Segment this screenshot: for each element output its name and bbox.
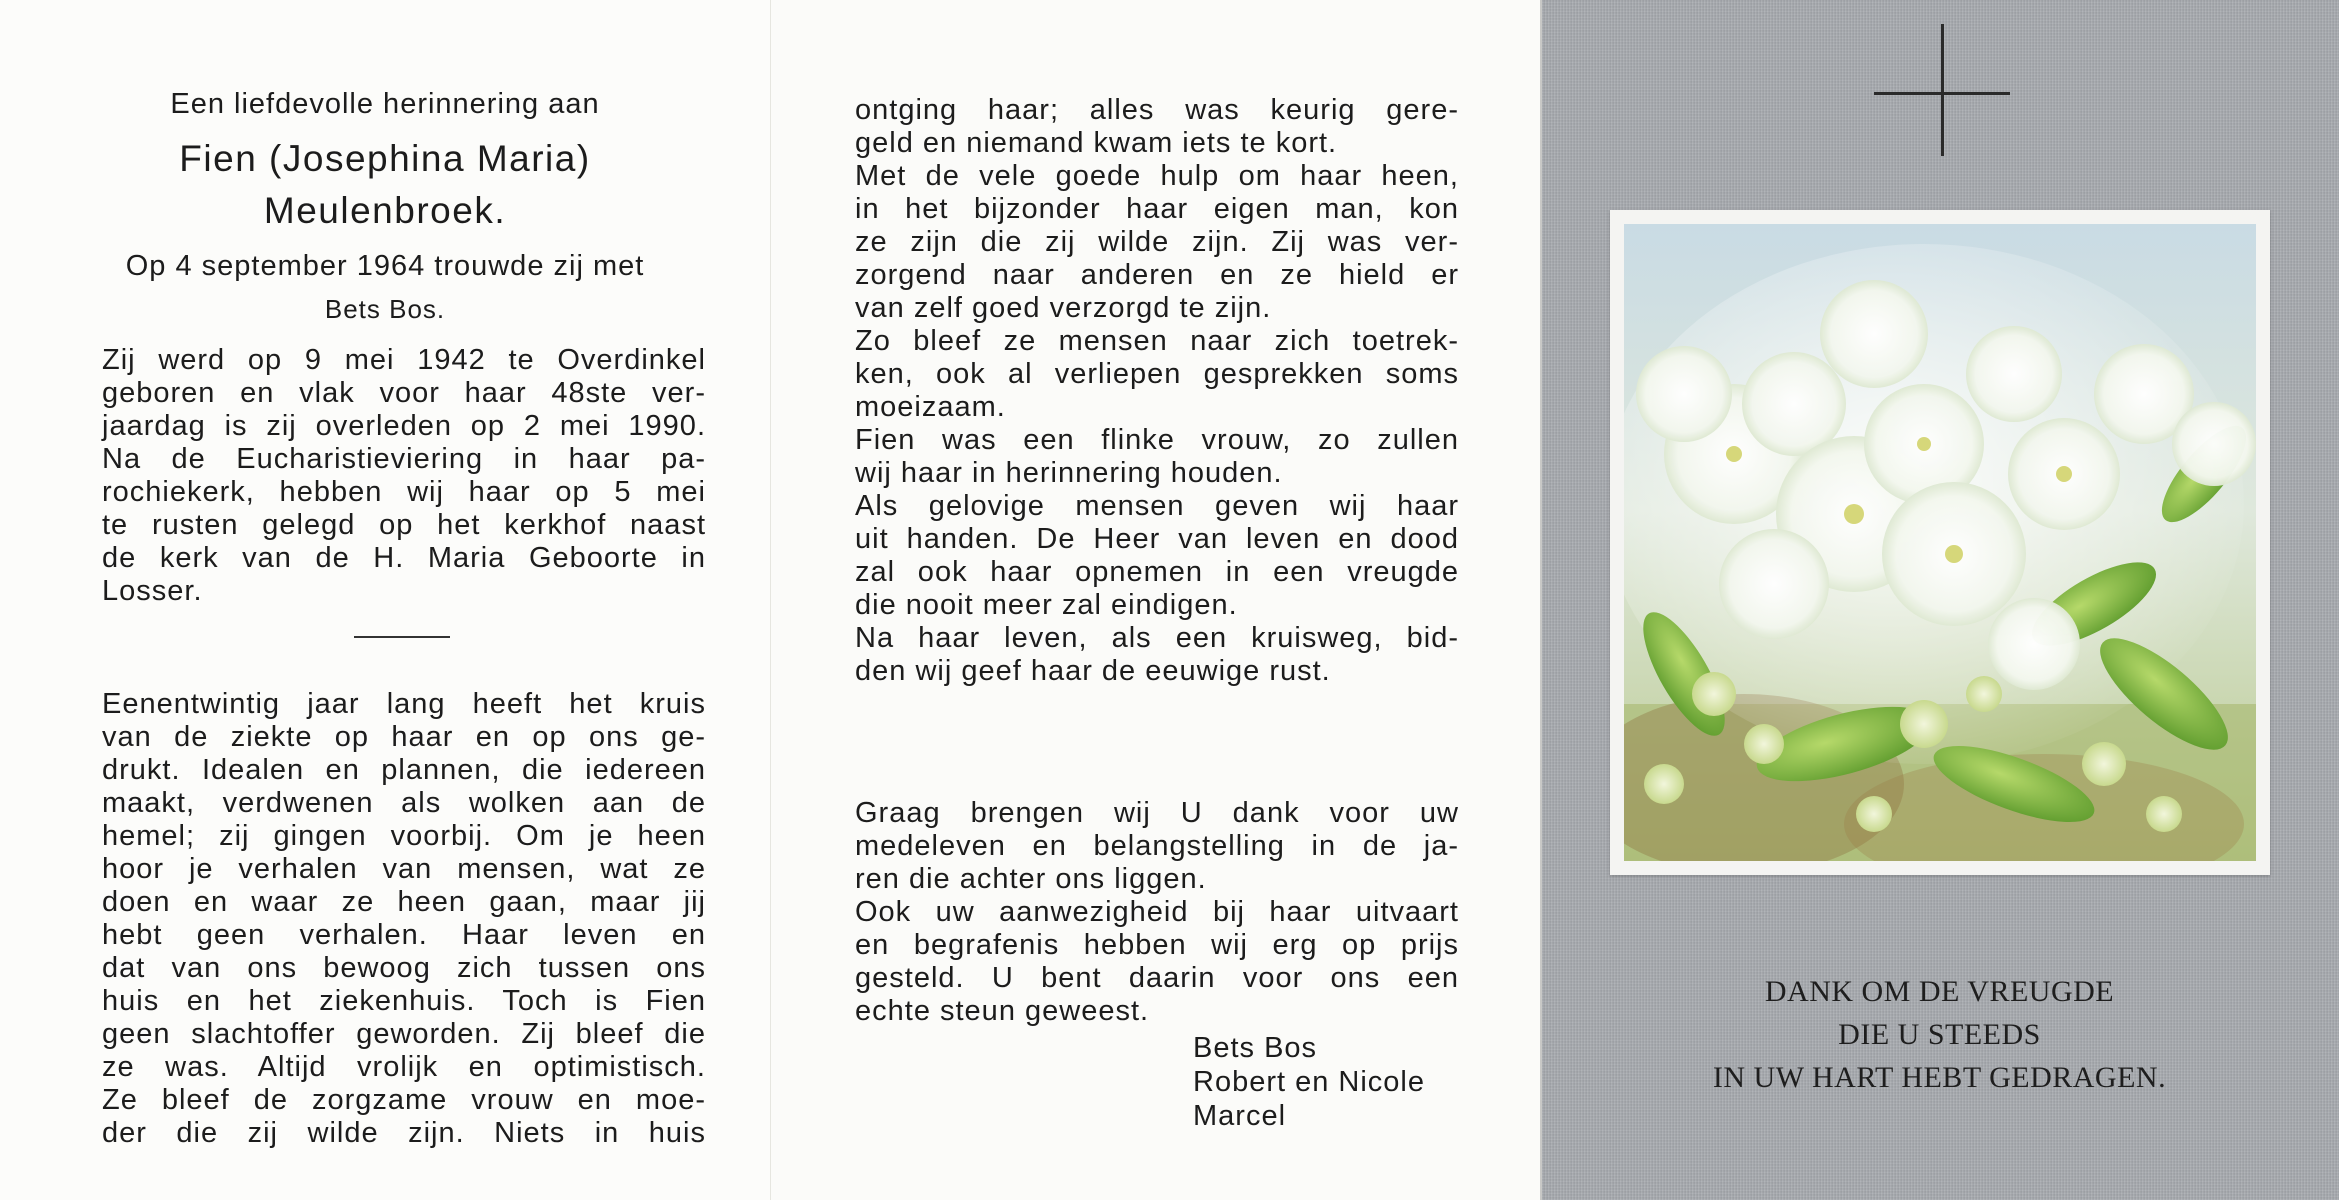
text-line: moeizaam. — [855, 391, 1006, 423]
text-line: geld en niemand kwam iets te kort. — [855, 127, 1338, 159]
text-line: ze zijn die zij wilde zijn. Zij was ver- — [855, 226, 1459, 258]
text-line: wij haar in herinnering houden. — [855, 457, 1283, 489]
thanks-paragraph — [855, 797, 1459, 1028]
text-line: die nooit meer zal eindigen. — [855, 589, 1238, 621]
deceased-name: Fien (Josephina Maria) — [179, 138, 591, 179]
text-line: gesteld. U bent daarin voor ons een — [855, 962, 1459, 994]
continuation-paragraph — [855, 94, 1459, 688]
text-line: den wij geef haar de eeuwige rust. — [855, 655, 1331, 687]
text-line: Ze bleef de zorgzame vrouw en moe- — [102, 1084, 706, 1116]
text-line: geen slachtoffer geworden. Zij bleef die — [102, 1018, 706, 1050]
text-line: de kerk van de H. Maria Geboorte in — [102, 542, 706, 574]
text-line: maakt, verdwenen als wolken aan de — [102, 787, 706, 819]
text-line: huis en het ziekenhuis. Toch is Fien — [102, 985, 706, 1017]
text-line: van zelf goed verzorgd te zijn. — [855, 292, 1272, 324]
text-line: zorgend naar anderen en ze hield er — [855, 259, 1459, 291]
text-line: Eenentwintig jaar lang heeft het kruis — [102, 688, 706, 720]
text-line: geboren en vlak voor haar 48ste ver- — [102, 377, 706, 409]
signature-robert-nicole: Robert en Nicole — [1193, 1066, 1425, 1098]
text-line: ken, ook al verliepen gesprekken soms — [855, 358, 1459, 390]
photo-frame — [1610, 210, 2270, 875]
text-line: Zij werd op 9 mei 1942 te Overdinkel — [102, 344, 706, 376]
marriage-line: Op 4 september 1964 trouwde zij met — [125, 250, 645, 282]
text-line: Losser. — [102, 575, 203, 607]
text-line: dat van ons bewoog zich tussen ons — [102, 952, 706, 984]
text-line: Ook uw aanwezigheid bij haar uitvaart — [855, 896, 1459, 928]
text-line: Als gelovige mensen geven wij haar — [855, 490, 1459, 522]
text-line: Met de vele goede hulp om haar heen, — [855, 160, 1459, 192]
text-line: uit handen. De Heer van leven en dood — [855, 523, 1459, 555]
text-line: Graag brengen wij U dank voor uw — [855, 797, 1459, 829]
cross-icon — [1941, 24, 1944, 156]
text-line: ontging haar; alles was keurig gere- — [855, 94, 1459, 126]
illness-paragraph — [102, 688, 706, 1150]
text-line: Na de Eucharistieviering in haar pa- — [102, 443, 706, 475]
text-line: in het bijzonder haar eigen man, kon — [855, 193, 1459, 225]
text-line: Na haar leven, als een kruisweg, bid- — [855, 622, 1459, 654]
text-line: ren die achter ons liggen. — [855, 863, 1207, 895]
text-line: Fien was een flinke vrouw, zo zullen — [855, 424, 1459, 456]
verse-line: IN UW HART HEBT GEDRAGEN. — [1712, 1061, 2167, 1094]
text-line: hoor je verhalen van mensen, wat ze — [102, 853, 706, 885]
biography-paragraph — [102, 344, 706, 608]
text-line: der die zij wilde zijn. Niets in huis — [102, 1117, 706, 1149]
signature-marcel: Marcel — [1193, 1100, 1287, 1132]
text-line: hemel; zij gingen voorbij. Om je heen — [102, 820, 706, 852]
verse-line: DANK OM DE VREUGDE — [1764, 975, 2115, 1008]
blossom-photo — [1624, 224, 2256, 861]
deceased-surname: Meulenbroek. — [263, 190, 507, 231]
text-line: en begrafenis hebben wij erg op prijs — [855, 929, 1459, 961]
spouse-name: Bets Bos. — [324, 294, 446, 324]
text-line: van de ziekte op haar en op ons ge- — [102, 721, 706, 753]
verse-line: DIE U STEEDS — [1838, 1018, 2041, 1051]
text-line: ze was. Altijd vrolijk en optimistisch. — [102, 1051, 706, 1083]
section-divider — [354, 636, 450, 638]
cover-verse — [1540, 970, 2339, 1099]
intro-line: Een liefdevolle herinnering aan — [170, 88, 600, 120]
text-line: rochiekerk, hebben wij haar op 5 mei — [102, 476, 706, 508]
text-line: te rusten gelegd op het kerkhof naast — [102, 509, 706, 541]
text-line: Zo bleef ze mensen naar zich toetrek- — [855, 325, 1459, 357]
text-line: hebt geen verhalen. Haar leven en — [102, 919, 706, 951]
text-line: echte steun geweest. — [855, 995, 1150, 1027]
text-line: jaardag is zij overleden op 2 mei 1990. — [102, 410, 706, 442]
cross-icon-bar — [1874, 92, 2010, 95]
text-line: zal ook haar opnemen in een vreugde — [855, 556, 1459, 588]
signature-bets: Bets Bos — [1193, 1032, 1318, 1064]
text-line: doen en waar ze heen gaan, maar jij — [102, 886, 706, 918]
text-line: drukt. Idealen en plannen, die iedereen — [102, 754, 706, 786]
text-line: medeleven en belangstelling in de ja- — [855, 830, 1459, 862]
